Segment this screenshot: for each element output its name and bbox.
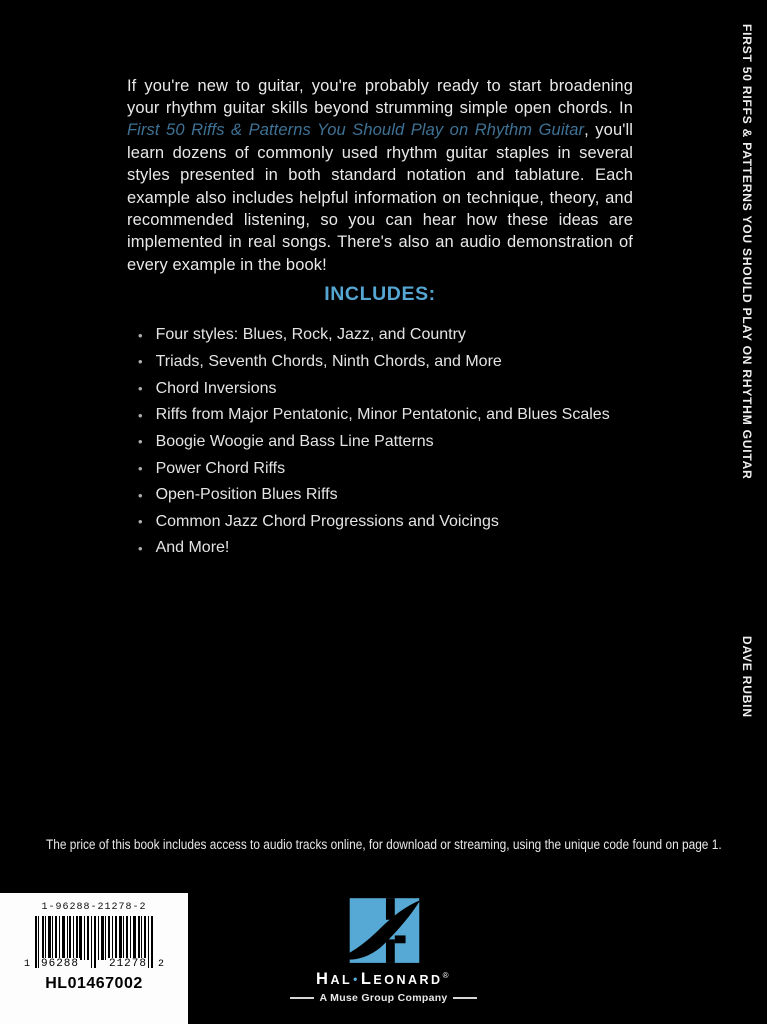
bullet-icon: • [138,487,143,503]
bullet-icon: • [138,514,143,530]
barcode-number-top: 1-96288-21278-2 [41,902,147,913]
hal-leonard-logo-icon [335,896,433,969]
book-title-inline: First 50 Riffs & Patterns You Should Play on Rhythm Guitar [127,121,585,140]
barcode-digit-right: 2 [157,959,164,970]
list-item [138,322,610,349]
list-item [138,429,610,456]
tagline-dash-right [453,997,477,999]
barcode-digit-group: 96288 [41,958,80,970]
publisher-block [0,896,767,1004]
intro-paragraph [127,75,633,277]
feature-label: Chord Inversions [155,379,277,397]
bullet-icon: • [138,540,143,556]
feature-label: Four styles: Blues, Rock, Jazz, and Country [155,326,466,344]
wordmark-leonard: LEONARD [360,970,443,988]
barcode-digit-left: 1 [24,959,31,970]
list-item [138,349,610,376]
intro-text-after: , you'll learn dozens of commonly used rhythm guitar staples in several styles presented in both standard notation and tablature. Each example also includes helpful information on technique, theory, and recommended listening, so you can hear how these ideas are implemented in real songs. There's also an audio demonstration of every example in the book! [127,121,633,274]
list-item [138,482,610,509]
spine-title: FIRST 50 RIFFS & PATTERNS YOU SHOULD PLAY ON RHYTHM GUITAR [740,24,754,480]
feature-label: Triads, Seventh Chords, Ninth Chords, and More [155,352,502,370]
feature-label: Common Jazz Chord Progressions and Voicings [155,512,499,530]
tagline-dash-left [290,997,314,999]
barcode-digit-group: 21278 [108,958,147,970]
publisher-tagline [290,992,476,1004]
includes-heading: INCLUDES: [324,283,436,305]
wordmark-hal: HAL [316,970,353,988]
list-item [138,455,610,482]
spine-author: DAVE RUBIN [740,636,754,718]
bullet-icon: • [138,354,143,370]
feature-label: And More! [155,539,230,557]
bullet-icon: • [138,407,143,423]
audio-access-note: The price of this book includes access to audio tracks online, for download or streaming, using the unique code found on page 1. [46,837,722,852]
feature-label: Riffs from Major Pentatonic, Minor Pentatonic, and Blues Scales [155,406,610,424]
list-item [138,402,610,429]
list-item [138,375,610,402]
list-item [138,508,610,535]
publisher-wordmark [316,970,451,989]
feature-label: Power Chord Riffs [155,459,286,477]
feature-label: Boogie Woogie and Bass Line Patterns [155,432,434,450]
catalog-number: HL01467002 [45,975,143,992]
bullet-icon: • [138,327,143,343]
bullet-icon: • [138,461,143,477]
tagline-text: A Muse Group Company [319,992,448,1004]
list-item [138,535,610,562]
registered-mark: ® [442,971,451,980]
wordmark-dot-icon: • [353,972,360,986]
features-list [138,322,610,562]
intro-text-before: If you're new to guitar, you're probably ready to start broadening your rhythm guitar skills beyond strumming simple open chords. In [127,76,633,117]
bullet-icon: • [138,381,143,397]
bullet-icon: • [138,434,143,450]
feature-label: Open-Position Blues Riffs [155,486,338,504]
